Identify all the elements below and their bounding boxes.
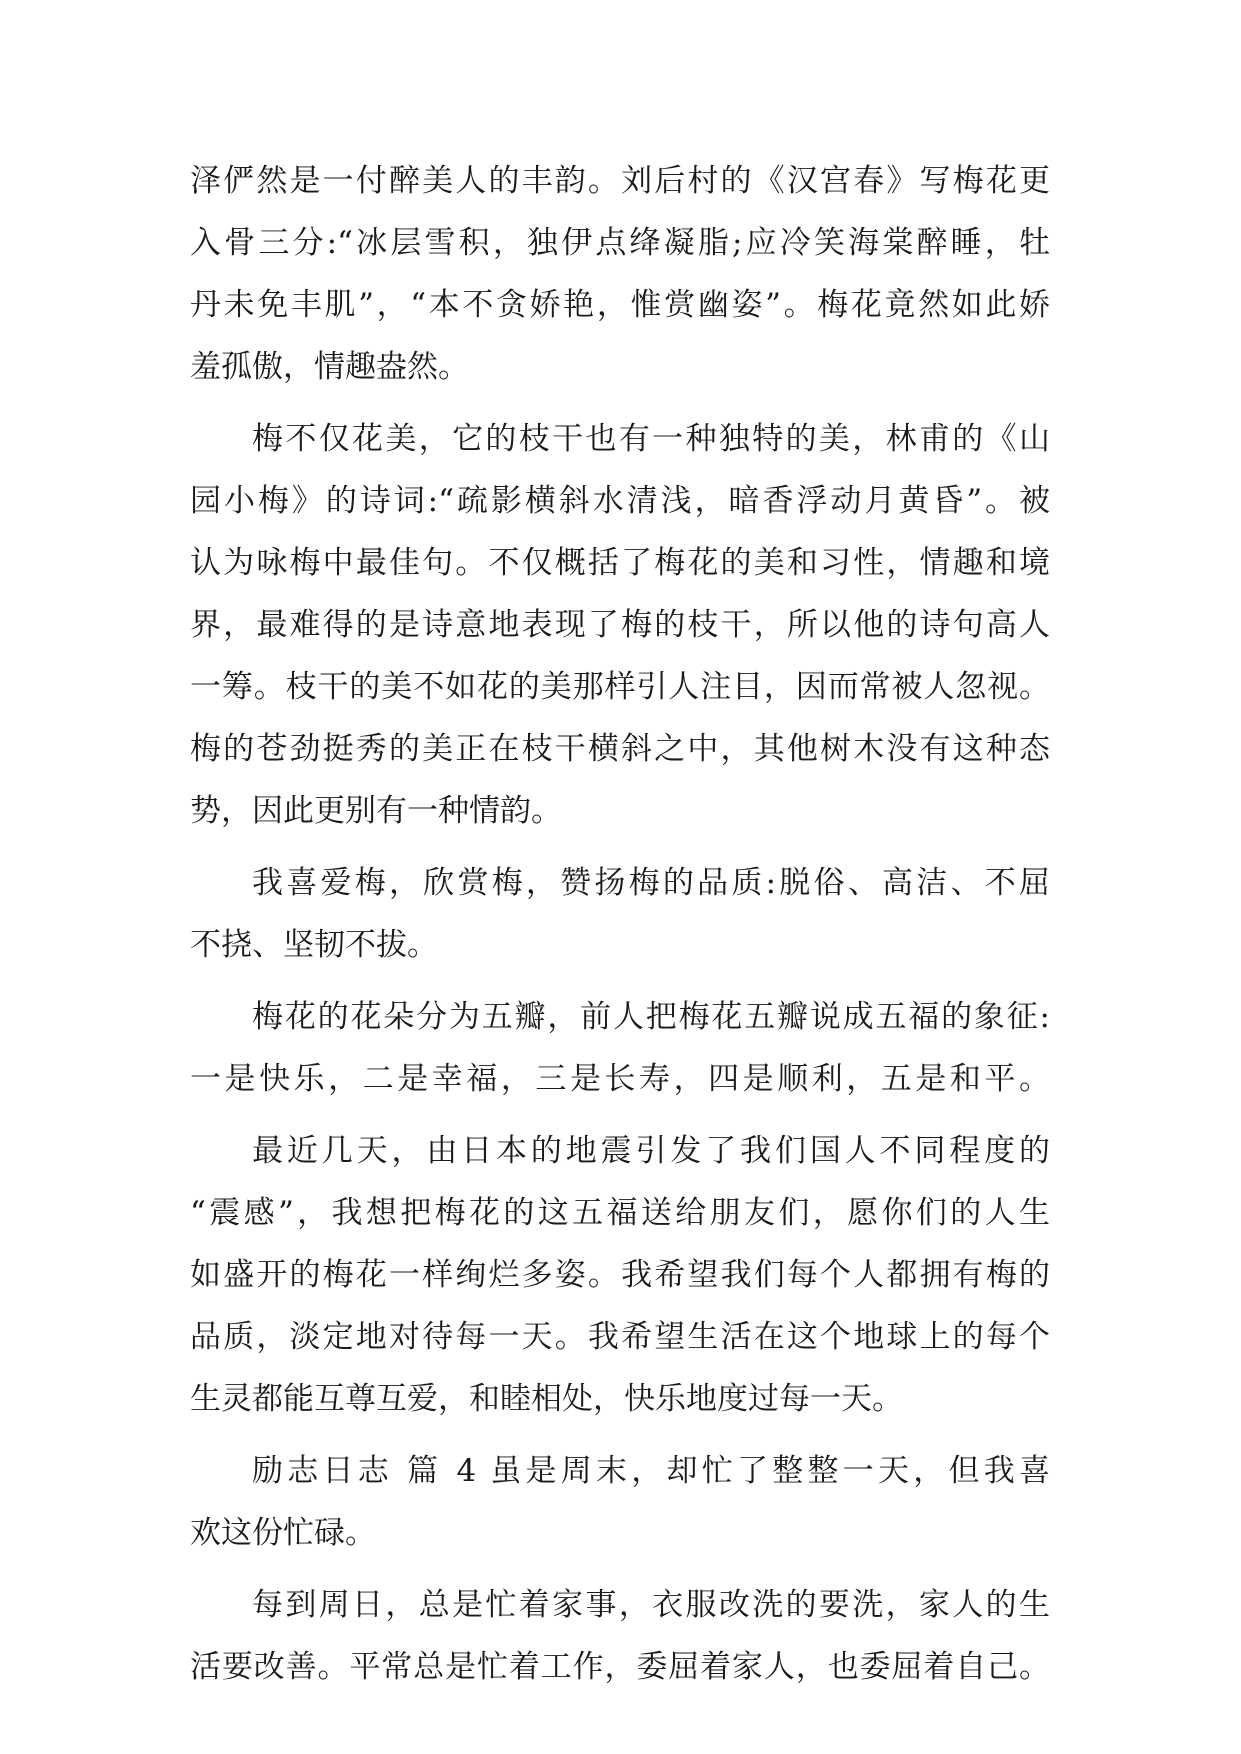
body-text: [190, 150, 1050, 1698]
text-line: 生灵都能互尊互爱，和睦相处，快乐地度过每一天。: [190, 1381, 903, 1417]
paragraph-first-line: 梅花的花朵分为五瓣，前人把梅花五瓣说成五福的象征:: [252, 999, 1050, 1035]
text-line: 界，最难得的是诗意地表现了梅的枝干，所以他的诗句高人: [190, 607, 1050, 643]
text-line: 一筹。枝干的美不如花的美那样引人注目，因而常被人忽视。: [190, 669, 1050, 705]
text-line: 丹未免丰肌”，“本不贪娇艳，惟赏幽姿”。梅花竟然如此娇: [190, 287, 1050, 323]
text-line: 品质，淡定地对待每一天。我希望生活在这个地球上的每个: [190, 1319, 1050, 1355]
text-line: 活要改善。平常总是忙着工作，委屈着家人，也委屈着自己。: [190, 1649, 1050, 1685]
section-heading-line: 励志日志 篇 4 虽是周末，却忙了整整一天，但我喜: [252, 1453, 1050, 1489]
paragraph-first-line: 每到周日，总是忙着家事，衣服改洗的要洗，家人的生: [252, 1587, 1050, 1623]
paragraph-first-line: 我喜爱梅，欣赏梅，赞扬梅的品质:脱俗、高洁、不屈: [252, 865, 1050, 901]
text-line: 势，因此更别有一种情韵。: [190, 793, 562, 829]
text-line: 欢这份忙碌。: [190, 1515, 376, 1551]
text-line: 不挠、坚韧不拔。: [190, 927, 438, 963]
paragraph-first-line: 最近几天，由日本的地震引发了我们国人不同程度的: [252, 1133, 1050, 1169]
text-line: 如盛开的梅花一样绚烂多姿。我希望我们每个人都拥有梅的: [190, 1257, 1050, 1293]
text-line: 认为咏梅中最佳句。不仅概括了梅花的美和习性，情趣和境: [190, 545, 1050, 581]
text-line: 入骨三分:“冰层雪积，独伊点绛凝脂;应冷笑海棠醉睡，牡: [190, 225, 1050, 261]
text-line: 泽俨然是一付醉美人的丰韵。刘后村的《汉宫春》写梅花更: [190, 163, 1050, 199]
text-line: 园小梅》的诗词:“疏影横斜水清浅，暗香浮动月黄昏”。被: [190, 483, 1050, 519]
paragraph-first-line: 梅不仅花美，它的枝干也有一种独特的美，林甫的《山: [252, 421, 1050, 457]
text-line: 一是快乐，二是幸福，三是长寿，四是顺利，五是和平。: [190, 1061, 1050, 1097]
text-line: 羞孤傲，情趣盎然。: [190, 349, 469, 385]
text-line: 梅的苍劲挺秀的美正在枝干横斜之中，其他树木没有这种态: [190, 731, 1050, 767]
text-line: “震感”，我想把梅花的这五福送给朋友们，愿你们的人生: [190, 1195, 1050, 1231]
